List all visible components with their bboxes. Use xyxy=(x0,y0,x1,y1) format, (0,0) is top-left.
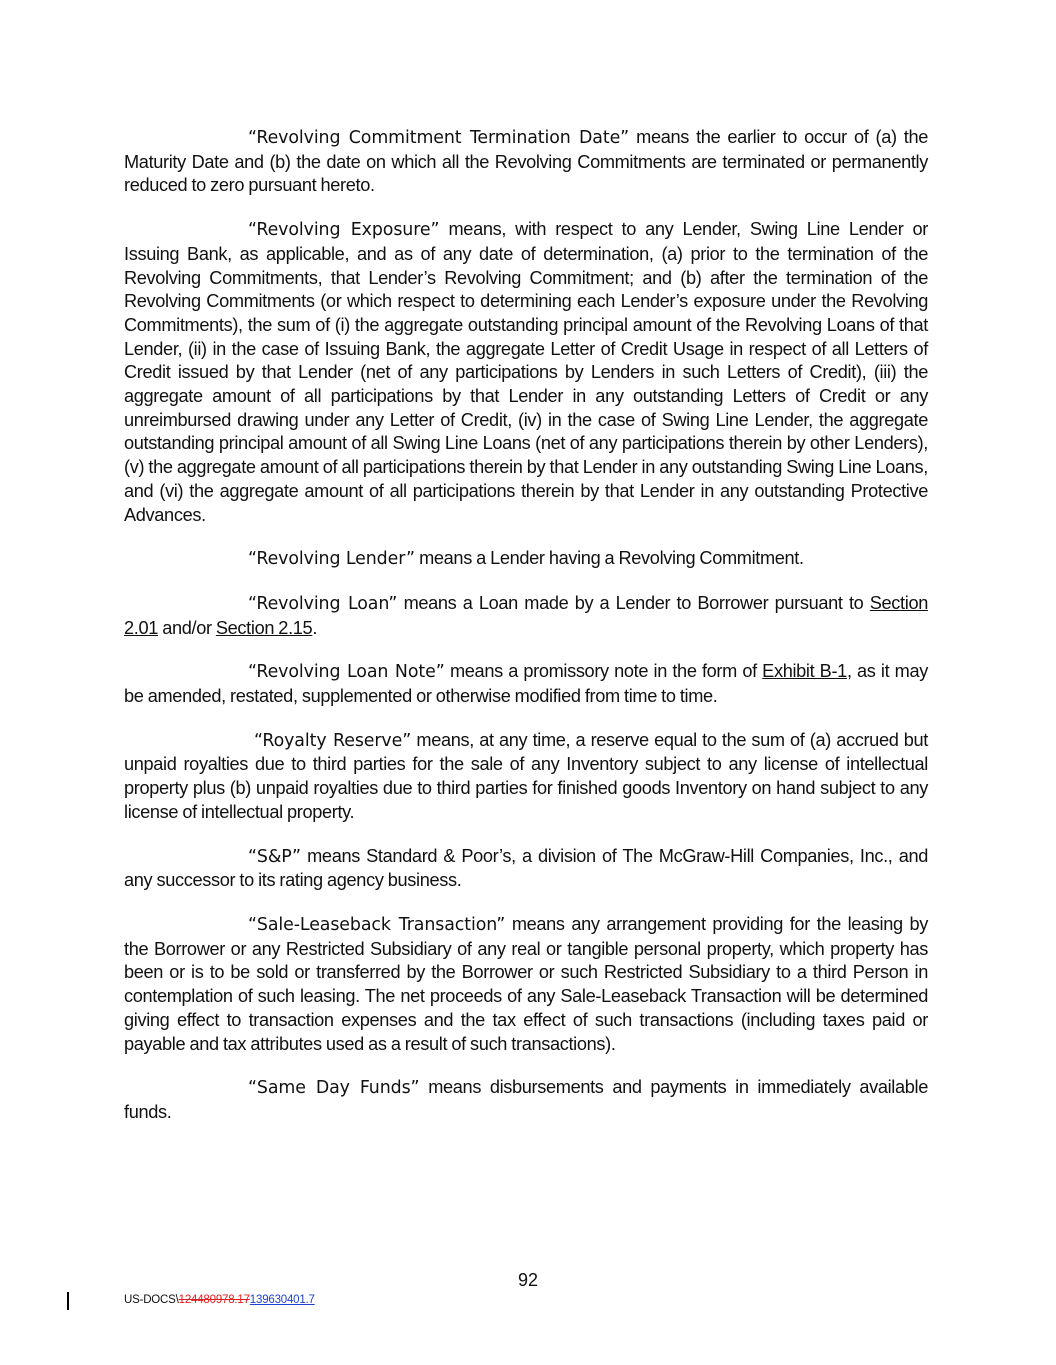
definition-text: means, at any time, a reserve equal to the sum of (a) accrued but unpaid royalties due to third parties for the sale of any Inventory subject to any license of intellectual property plus (b) unpaid royalties due to third parties for finished goods Inventory on hand subject to any license of intellectual property. xyxy=(124,729,928,822)
definition-sale-leaseback-transaction xyxy=(124,913,928,1056)
definition-text: means the earlier to occur of (a) the Maturity Date and (b) the date on which all the Revolving Commitments are terminated or permanently reduced to zero pursuant hereto. xyxy=(124,127,928,196)
definition-text: means disbursements and payments in immediately available funds. xyxy=(124,1077,928,1122)
document-id-footer xyxy=(124,1294,315,1306)
definition-text-end: , as it may be amended, restated, supplemented or otherwise modified from time to time. xyxy=(124,661,928,707)
definition-same-day-funds xyxy=(124,1076,928,1124)
page-number: 92 xyxy=(517,1270,539,1290)
defined-term: “S&P” xyxy=(248,846,301,867)
defined-term: “Revolving Loan” xyxy=(248,593,398,614)
defined-term: “Revolving Loan Note” xyxy=(248,662,445,683)
change-bar xyxy=(67,1292,69,1310)
definition-revolving-lender xyxy=(124,547,928,572)
definition-text: means a promissory note in the form of xyxy=(444,661,763,682)
definition-text: means Standard & Poor’s, a division of The McGraw-Hill Companies, Inc., and any successor to its rating agency business. xyxy=(124,845,928,891)
definition-text: means any arrangement providing for the leasing by the Borrower or any Restricted Subsidiary of any real or tangible personal property, which property has been or is to be sold or transferred by the Borrower or such Restricted Subsidiary to a third Person in contemplation of such leasing. The net proceeds of any Sale-Leaseback Transaction will be determined giving effect to transaction expenses and the tax effect of such transactions (including taxes paid or payable and tax attributes used as a result of such transactions). xyxy=(124,913,928,1054)
definition-s-and-p xyxy=(124,845,928,893)
document-body xyxy=(124,126,928,1145)
exhibit-b-1-link[interactable]: Exhibit B-1 xyxy=(762,661,847,682)
definition-text: means a Loan made by a Lender to Borrower pursuant to xyxy=(397,592,870,613)
definition-revolving-exposure xyxy=(124,218,928,527)
section-2-01-link[interactable]: Section 2.01 xyxy=(124,592,928,638)
section-2-15-link[interactable]: Section 2.15 xyxy=(215,617,313,638)
definition-revolving-loan-note xyxy=(124,660,928,708)
deleted-doc-number: 124480978.17 xyxy=(178,1294,250,1306)
definition-revolving-loan xyxy=(124,592,928,640)
definition-revolving-commitment-termination-date xyxy=(124,126,928,198)
defined-term: “Royalty Reserve” xyxy=(254,730,412,751)
defined-term: “Revolving Commitment Termination Date” xyxy=(248,128,630,148)
definition-royalty-reserve xyxy=(124,729,928,825)
footer-prefix: US-DOCS\ xyxy=(124,1294,179,1306)
definition-text: means, with respect to any Lender, Swing Line Lender or Issuing Bank, as applicable, and as of any date of determination, (a) prior to the termination of the Revolving Commitments, that Lender’s Revolving Commitment; and (b) after the termination of the Revolving Commitments (or which respect to determining each Lender’s exposure under the Revolving Commitments), the sum of (i) the aggregate outstanding principal amount of the Revolving Loans of that Lender, (ii) in the case of Issuing Bank, the aggregate Letter of Credit Usage in respect of all Letters of Credit issued by that Lender (net of any participations by Lenders in such Letters of Credit), (iii) the aggregate amount of all participations by that Lender in any outstanding Letters of Credit or any unreimbursed drawing under any Letter of Credit, (iv) in the case of Swing Line Lender, the aggregate outstanding principal amount of all Swing Line Loans (net of any participations therein by other Lenders), (v) the aggregate amount of all participations therein by that Lender in any outstanding Swing Line Loans, and (vi) the aggregate amount of all participations therein by that Lender in any outstanding Protective Advances. xyxy=(124,219,928,525)
defined-term: “Sale-Leaseback Transaction” xyxy=(248,914,506,935)
defined-term: “Same Day Funds” xyxy=(248,1078,420,1099)
definition-text-mid: and/or xyxy=(158,617,216,638)
inserted-doc-number: 139630401.7 xyxy=(249,1294,315,1306)
defined-term: “Revolving Lender” xyxy=(248,549,415,570)
definition-text-end: . xyxy=(312,617,318,638)
definition-text: means a Lender having a Revolving Commitment. xyxy=(414,548,804,569)
defined-term: “Revolving Exposure” xyxy=(248,220,440,241)
